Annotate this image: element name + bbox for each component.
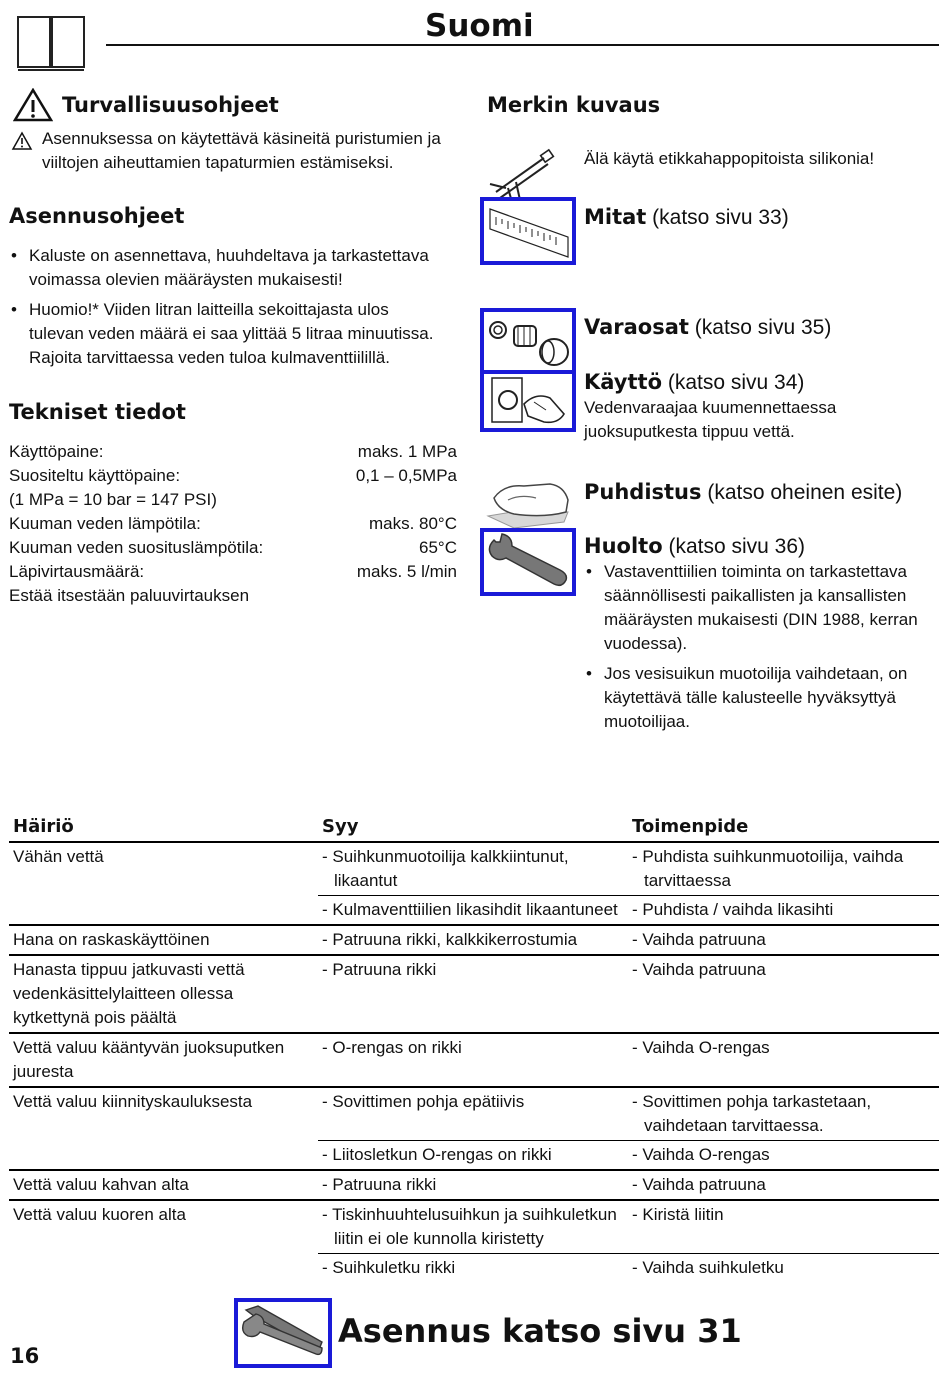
spec-row: Käyttöpaine: maks. 1 MPa (9, 442, 457, 461)
table-row: Hana on raskaskäyttöinen - Patruuna rikki, kalkkikerrostumia - Vaihda patruuna (9, 925, 939, 955)
header-remedy: Toimenpide (628, 813, 939, 842)
cleaning-hand-icon (484, 476, 574, 530)
spec-row: Kuuman veden suosituslämpötila: 65°C (9, 538, 457, 557)
silicone-note: Älä käytä etikkahappopitoista silikonia! (584, 149, 875, 168)
tools-icon (234, 1298, 332, 1368)
spec-row: Läpivirtausmäärä: maks. 5 l/min (9, 562, 457, 581)
installation-title: Asennusohjeet (9, 204, 185, 228)
safety-line-1: Asennuksessa on käytettävä käsineitä puristumien ja (42, 129, 441, 148)
assembly-reference: Asennus katso sivu 31 (338, 1312, 742, 1350)
safety-line-2: viiltojen aiheuttamien tapaturmien estämiseksi. (42, 153, 394, 172)
table-row: - Liitosletkun O-rengas on rikki - Vaihda O-rengas (9, 1141, 939, 1171)
table-row: Vettä valuu kuoren alta - Tiskinhuuhtelusuihkun ja suihkuletkun liitin ei ole kunnolla kiristetty - Kiristä liitin (9, 1200, 939, 1254)
page-title: Suomi (425, 8, 534, 44)
list-item: • Kaluste on asennettava, huuhdeltava ja tarkastettava voimassa olevien määräysten mukaisesti! (9, 244, 479, 292)
table-row: - Kulmaventtiilien likasihdit likaantuneet - Puhdista / vaihda likasihti (9, 896, 939, 926)
ruler-icon (480, 197, 576, 265)
table-row: Vettä valuu kääntyvän juoksuputken juuresta - O-rengas on rikki - Vaihda O-rengas (9, 1033, 939, 1087)
huolto-heading: Huolto (katso sivu 36) (584, 534, 806, 558)
header-fault: Häiriö (9, 813, 318, 842)
table-row: Vähän vettä - Suihkunmuotoilija kalkkiintunut, likaantut - Puhdista suihkunmuotoilija, vaihda tarvittaessa (9, 842, 939, 896)
specs-title: Tekniset tiedot (9, 400, 186, 424)
varaosat-heading: Varaosat (katso sivu 35) (584, 315, 832, 339)
installation-list (9, 244, 479, 370)
troubleshooting-table (9, 813, 939, 1282)
spec-row: Kuuman veden lämpötila: maks. 80°C (9, 514, 457, 533)
table-row: - Suihkuletku rikki - Vaihda suihkuletku (322, 1258, 784, 1277)
kaytto-heading: Käyttö (katso sivu 34) (584, 370, 805, 394)
symbols-title: Merkin kuvaus (487, 93, 661, 117)
safety-text (42, 127, 472, 175)
wrench-icon (480, 528, 576, 596)
kaytto-text: Vedenvaraajaa kuumennettaessa juoksuputkesta tippuu vettä. (584, 398, 837, 441)
warning-icon (13, 88, 53, 122)
spec-row: Suositeltu käyttöpaine: 0,1 – 0,5MPa (9, 466, 457, 485)
huolto-list (584, 560, 944, 734)
table-row: Hanasta tippuu jatkuvasti vettä vedenkäsittelylaitteen ollessa kytkettynä pois päältä - Patruuna rikki - Vaihda patruuna (9, 955, 939, 1033)
specs-table (9, 440, 457, 608)
list-item: • Jos vesisuikun muotoilija vaihdetaan, on käytettävä tälle kalusteelle hyväksyttyä muotoilijaa. (584, 662, 944, 734)
book-icon (16, 14, 86, 72)
spare-parts-icon (480, 308, 576, 374)
title-rule (106, 44, 939, 46)
operation-icon (480, 370, 576, 432)
header-cause: Syy (318, 813, 628, 842)
small-warning-icon (11, 131, 33, 151)
puhdistus-heading: Puhdistus (katso oheinen esite) (584, 480, 903, 504)
safety-title: Turvallisuusohjeet (62, 93, 279, 117)
table-row: Vettä valuu kahvan alta - Patruuna rikki - Vaihda patruuna (9, 1170, 939, 1200)
page-number: 16 (10, 1344, 40, 1368)
spec-row: (1 MPa = 10 bar = 147 PSI) (9, 490, 217, 509)
mitat-heading: Mitat (katso sivu 33) (584, 205, 789, 229)
spec-row: Estää itsestään paluuvirtauksen (9, 586, 250, 605)
list-item: • Huomio!* Viiden litran laitteilla sekoittajasta ulos tulevan veden määrä ei saa ylittää 5 litraa minuutissa. Rajoita tarvittaessa veden tuloa kulmaventtiilillä. (9, 298, 479, 370)
silicone-gun-icon (486, 148, 558, 204)
list-item: • Vastaventtiilien toiminta on tarkastettava säännöllisesti paikallisten ja kansallisten määräysten mukaisesti (DIN 1988, kerran vuodessa). (584, 560, 944, 656)
table-row: Vettä valuu kiinnityskauluksesta - Sovittimen pohja epätiivis - Sovittimen pohja tarkastetaan, vaihdetaan tarvittaessa. (9, 1087, 939, 1141)
table-header-row (9, 813, 939, 842)
